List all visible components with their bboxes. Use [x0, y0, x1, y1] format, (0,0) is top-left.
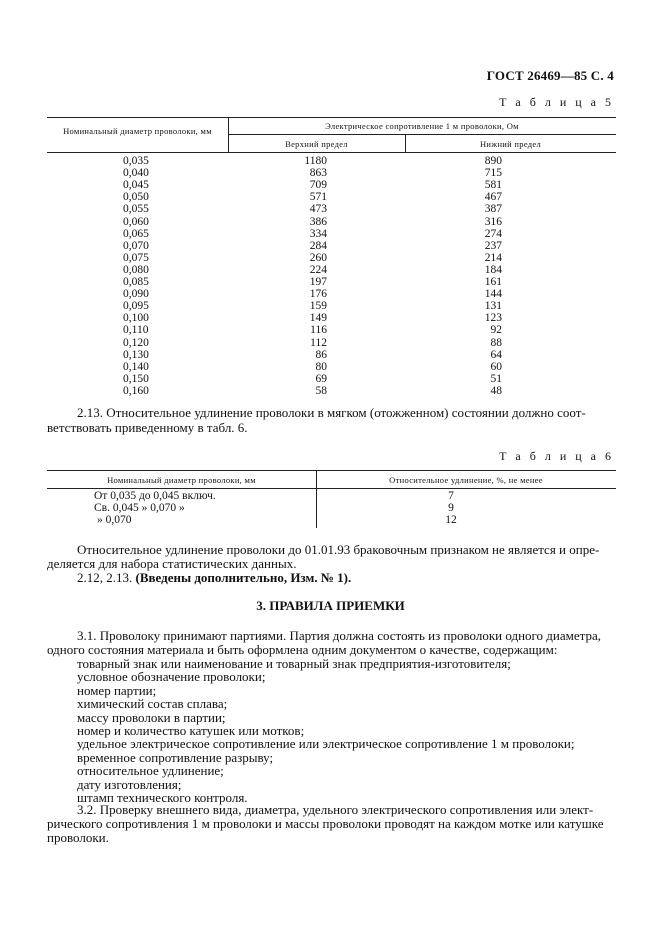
table5-row-1-diameter: 0,035 — [123, 155, 149, 167]
quality-item-11: штамп технического контроля. — [77, 790, 248, 805]
table5-row-1-lower: 890 — [484, 155, 502, 167]
table6-row-1-value: 7 — [448, 490, 454, 502]
table5-row-16-diameter: 0,120 — [123, 336, 149, 349]
quality-item-10: дату изготовления; — [77, 776, 182, 792]
table5-row-10-diameter: 0,080 — [123, 263, 149, 276]
table5-row-12-diameter: 0,090 — [123, 288, 149, 301]
table5-row-5-diameter: 0,055 — [123, 203, 149, 216]
table6-row-2-value: 9 — [448, 502, 454, 514]
section-3-2-line1: 3.2. Проверку внешнего вида, диаметра, удельного электрического сопротивления или элект- — [77, 802, 594, 817]
table5-row-9-upper: 260 — [309, 251, 327, 264]
quality-item-3: номер партии; — [77, 682, 157, 698]
table5-row-11-diameter: 0,085 — [123, 276, 149, 288]
table5-row-6-lower: 316 — [484, 215, 502, 228]
table5-row-16-lower: 88 — [490, 336, 502, 349]
table5-row-6-diameter: 0,060 — [123, 215, 149, 228]
table5-header-lower: Нижний предел — [479, 139, 542, 149]
table5-row-8-upper: 284 — [309, 239, 327, 252]
table5-row-17-lower: 64 — [490, 348, 502, 361]
table5-row-19-upper: 69 — [315, 372, 327, 385]
table5-row-11-lower: 161 — [484, 276, 502, 288]
table5-row-5-lower: 387 — [484, 203, 502, 216]
table5-row-13-upper: 159 — [309, 300, 327, 313]
amendment-note — [77, 570, 351, 585]
table5-row-14-upper: 149 — [309, 312, 327, 325]
page-header-title: ГОСТ 26469—85 С. 4 — [486, 68, 614, 83]
table6-row-3-diameter: » 0,070 — [97, 514, 132, 526]
table5-caption: Т а б л и ц а 5 — [499, 95, 614, 109]
table5-row-9-diameter: 0,075 — [123, 251, 149, 264]
table5-row-4-diameter: 0,050 — [123, 191, 149, 204]
table5-row-10-upper: 224 — [309, 263, 327, 276]
table5-row-16-upper: 112 — [310, 336, 327, 349]
table5-row-19-lower: 51 — [490, 372, 502, 385]
table6-header-diameter: Номинальный диаметр проволоки, мм — [107, 475, 256, 485]
section-3-1-line2: одного состояния материала и быть оформлена одним документом о качестве, содержащим: — [47, 642, 558, 657]
table5-row-7-diameter: 0,065 — [123, 227, 149, 240]
clause-2-13-line2: ветствовать приведенному в табл. 6. — [47, 420, 248, 435]
table5-header-rule — [47, 152, 616, 153]
amendment-bold: (Введены дополнительно, Изм. № 1). — [135, 570, 352, 585]
table5-row-13-diameter: 0,095 — [123, 300, 149, 313]
quality-item-8: временное сопротивление разрыву; — [77, 749, 274, 765]
quality-item-9: относительное удлинение; — [77, 763, 224, 779]
quality-item-4: химический состав сплава; — [77, 696, 228, 712]
table5-row-17-diameter: 0,130 — [123, 348, 149, 361]
table6-row-2-diameter: Св. 0,045 » 0,070 » — [94, 502, 185, 514]
table5-row-7-upper: 334 — [309, 227, 327, 240]
quality-item-7: удельное электрическое сопротивление или электрическое сопротивление 1 м проволоки; — [77, 736, 575, 752]
table5-row-15-lower: 92 — [490, 324, 502, 337]
table5-row-6-upper: 386 — [309, 215, 327, 228]
table5-row-2-upper: 863 — [309, 167, 327, 180]
table5-row-18-lower: 60 — [490, 360, 502, 373]
table5-row-18-upper: 80 — [315, 360, 327, 373]
table5-row-20-diameter: 0,160 — [123, 384, 149, 397]
quality-item-5: массу проволоки в партии; — [77, 709, 226, 725]
table5-row-4-lower: 467 — [484, 191, 502, 204]
table5-row-7-lower: 274 — [484, 227, 502, 240]
table6-top-rule — [47, 470, 616, 471]
table5-row-17-upper: 86 — [315, 348, 327, 361]
table5-row-3-diameter: 0,045 — [123, 179, 149, 192]
table5-row-3-upper: 709 — [309, 179, 327, 192]
table5-row-14-lower: 123 — [484, 312, 502, 325]
table5-row-18-diameter: 0,140 — [123, 360, 149, 373]
section-3-2-line2: рического сопротивления 1 м проволоки и массы проволоки проводят на каждом мотке или катушке — [47, 816, 604, 831]
table5-row-3-lower: 581 — [484, 179, 502, 192]
table5-row-8-diameter: 0,070 — [123, 239, 149, 252]
section-3-title: 3. ПРАВИЛА ПРИЕМКИ — [256, 598, 405, 613]
table5-row-19-diameter: 0,150 — [123, 372, 149, 385]
table5-row-10-lower: 184 — [484, 263, 502, 276]
section-3-2-line3: проволоки. — [47, 830, 109, 845]
note-line1: Относительное удлинение проволоки до 01.01.93 браковочным признаком не является и опре- — [77, 542, 600, 557]
quality-item-1: товарный знак или наименование и товарный знак предприятия-изготовителя; — [77, 656, 511, 671]
table5-row-11-upper: 197 — [309, 276, 327, 288]
table5-row-14-diameter: 0,100 — [123, 312, 149, 325]
clause-2-13-line1: 2.13. Относительное удлинение проволоки в мягком (отожженном) состоянии должно соот- — [77, 405, 586, 420]
table5-header-upper: Верхний предел — [285, 139, 348, 149]
table5-header-diameter: Номинальный диаметр проволоки, мм — [63, 126, 212, 136]
table5-row-12-lower: 144 — [484, 288, 502, 301]
table5-row-12-upper: 176 — [309, 288, 327, 301]
table5-row-20-lower: 48 — [490, 384, 502, 397]
table5-row-2-lower: 715 — [484, 167, 502, 180]
quality-item-2: условное обозначение проволоки; — [77, 669, 266, 685]
table5-subheader-rule — [228, 134, 616, 135]
table5-row-13-lower: 131 — [484, 300, 502, 313]
section-3-1-line1: 3.1. Проволоку принимают партиями. Партия должна состоять из проволоки одного диаметра, — [77, 628, 601, 643]
quality-item-6: номер и количество катушек или мотков; — [77, 723, 305, 738]
table6-header-rule — [47, 488, 616, 489]
table6-row-3-value: 12 — [445, 514, 457, 526]
table6-header-elongation: Относительное удлинение, %, не менее — [389, 475, 543, 485]
table5-header-resistance: Электрическое сопротивление 1 м проволоки, Ом — [325, 121, 519, 131]
table5-row-8-lower: 237 — [484, 239, 502, 252]
table5-top-rule — [47, 117, 616, 118]
table6-caption: Т а б л и ц а 6 — [499, 449, 614, 463]
table5-row-9-lower: 214 — [484, 251, 502, 264]
table5-row-5-upper: 473 — [309, 203, 327, 216]
table5-row-15-upper: 116 — [310, 324, 327, 337]
table5-row-2-diameter: 0,040 — [123, 167, 149, 180]
table6-row-1-diameter: От 0,035 до 0,045 включ. — [94, 490, 216, 502]
table5-row-15-diameter: 0,110 — [123, 324, 149, 337]
table5-row-1-upper: 1180 — [304, 155, 327, 167]
note-line2: деляется для набора статистических данных. — [47, 556, 297, 571]
table5-row-4-upper: 571 — [309, 191, 327, 204]
amendment-prefix: 2.12, 2.13. — [77, 570, 133, 585]
table5-row-20-upper: 58 — [315, 384, 327, 397]
